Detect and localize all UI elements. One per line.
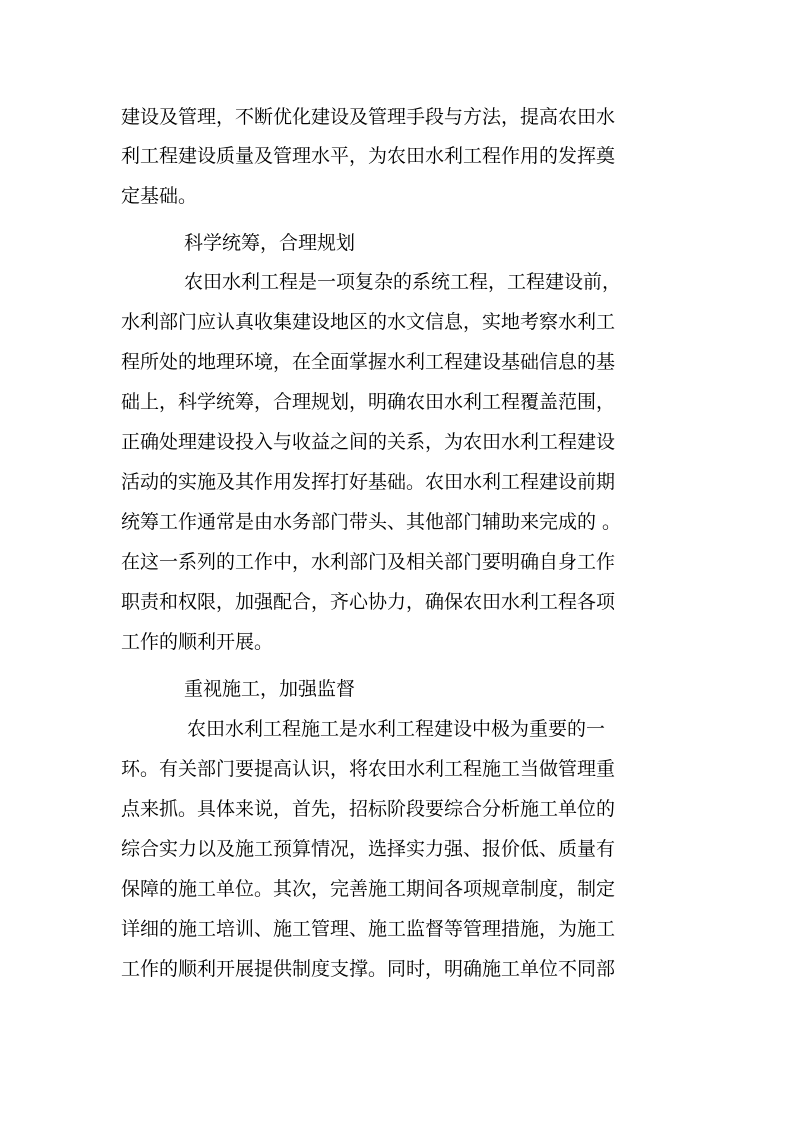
paragraph-line: 水利部门应认真收集建设地区的水文信息，实地考察水利工 <box>121 311 616 333</box>
paragraph-line: 工作的顺利开展提供制度支撑。同时，明确施工单位不同部 <box>121 958 616 980</box>
paragraph-line: 建设及管理，不断优化建设及管理手段与方法，提高农田水 <box>121 106 616 128</box>
paragraph-line: 程所处的地理环境，在全面掌握水利工程建设基础信息的基 <box>121 351 616 373</box>
paragraph-line: 利工程建设质量及管理水平，为农田水利工程作用的发挥奠 <box>121 145 616 167</box>
paragraph-line: 正确处理建设投入与收益之间的关系，为农田水利工程建设 <box>121 431 616 453</box>
paragraph-line: 农田水利工程是一项复杂的系统工程，工程建设前， <box>184 271 622 293</box>
section-heading-planning: 科学统筹，合理规划 <box>184 232 356 254</box>
paragraph-line: 定基础。 <box>121 185 198 207</box>
section-heading-construction: 重视施工，加强监督 <box>184 678 356 700</box>
paragraph-line: 础上，科学统筹，合理规划，明确农田水利工程覆盖范围， <box>121 391 616 413</box>
paragraph-line: 保障的施工单位。其次，完善施工期间各项规章制度，制定 <box>121 878 616 900</box>
paragraph-line: 活动的实施及其作用发挥打好基础。农田水利工程建设前期 <box>121 471 616 493</box>
paragraph-line: 在这一系列的工作中，水利部门及相关部门要明确自身工作 <box>121 551 616 573</box>
paragraph-line: 详细的施工培训、施工管理、施工监督等管理措施，为施工 <box>121 918 616 940</box>
paragraph-line: 农田水利工程施工是水利工程建设中极为重要的一 <box>187 718 606 740</box>
paragraph-line: 统筹工作通常是由水务部门带头、其他部门辅助来完成的 。 <box>121 511 622 533</box>
paragraph-line: 职责和权限，加强配合，齐心协力，确保农田水利工程各项 <box>121 591 616 613</box>
paragraph-line: 环。有关部门要提高认识，将农田水利工程施工当做管理重 <box>121 758 616 780</box>
paragraph-line: 点来抓。具体来说，首先，招标阶段要综合分析施工单位的 <box>121 798 616 820</box>
paragraph-line: 综合实力以及施工预算情况，选择实力强、报价低、质量有 <box>121 838 616 860</box>
paragraph-line: 工作的顺利开展。 <box>121 631 274 653</box>
